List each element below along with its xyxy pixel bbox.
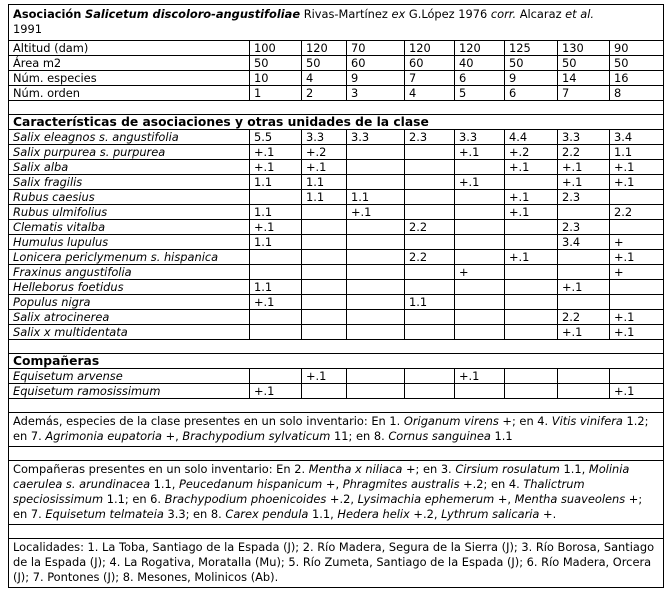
value-cell: 125	[505, 41, 558, 56]
value-cell	[347, 295, 405, 310]
species-name: Fraxinus angustifolia	[9, 265, 250, 280]
value-cell	[558, 265, 610, 280]
value-cell: +.1	[250, 160, 302, 175]
class-species-note	[9, 413, 664, 447]
species-name: Mentha x niliaca	[308, 462, 403, 476]
value-cell	[505, 310, 558, 325]
value-cell: +.2	[505, 145, 558, 160]
value-cell	[558, 205, 610, 220]
value-cell: 2.3	[558, 220, 610, 235]
value-cell	[347, 325, 405, 340]
value-cell	[250, 310, 302, 325]
species-name: Cirsium rosulatum	[455, 462, 560, 476]
value-cell	[302, 384, 347, 399]
value-cell: +.1	[505, 160, 558, 175]
value-cell: 6	[505, 86, 558, 101]
value-cell: 1.1	[302, 175, 347, 190]
value-cell: 50	[505, 56, 558, 71]
value-cell: +.1	[250, 145, 302, 160]
value-cell	[505, 384, 558, 399]
value-cell	[250, 325, 302, 340]
value-cell: 50	[558, 56, 610, 71]
section-title: Compañeras	[9, 354, 664, 369]
value-cell	[302, 220, 347, 235]
value-cell: 90	[610, 41, 664, 56]
note-text: 3.3; en 8.	[163, 507, 226, 521]
value-cell: +.1	[455, 145, 505, 160]
value-cell: 2.3	[405, 130, 455, 145]
value-cell: 14	[558, 71, 610, 86]
value-cell: 1.1	[250, 280, 302, 295]
species-row	[9, 145, 664, 160]
value-cell: +.1	[610, 384, 664, 399]
species-row	[9, 205, 664, 220]
species-row	[9, 250, 664, 265]
note-text: Compañeras presentes en un solo inventario: En 2.	[13, 462, 309, 476]
spacer-cell	[9, 399, 664, 413]
value-cell: +.1	[302, 369, 347, 384]
value-cell: 1	[250, 86, 302, 101]
note-text: Además, especies de la clase presentes en un solo inventario: En 1.	[13, 414, 404, 428]
value-cell	[405, 280, 455, 295]
value-cell: +.1	[455, 175, 505, 190]
value-cell	[302, 235, 347, 250]
value-cell	[455, 325, 505, 340]
value-cell	[347, 280, 405, 295]
value-cell	[455, 205, 505, 220]
species-name: Rubus ulmifolius	[9, 205, 250, 220]
value-cell: 3.3	[455, 130, 505, 145]
value-cell: 1.1	[250, 175, 302, 190]
value-cell: 8	[610, 86, 664, 101]
value-cell	[405, 160, 455, 175]
species-row	[9, 384, 664, 399]
value-cell: +.1	[558, 160, 610, 175]
species-name: Agrimonia eupatoria	[45, 429, 162, 443]
spacer-cell	[9, 340, 664, 354]
value-cell: 2.2	[405, 220, 455, 235]
row-label: Área m2	[9, 56, 250, 71]
value-cell	[455, 250, 505, 265]
species-row	[9, 369, 664, 384]
species-row	[9, 175, 664, 190]
value-cell	[455, 295, 505, 310]
spacer-row	[9, 447, 664, 461]
value-cell: 1.1	[405, 295, 455, 310]
value-cell	[302, 280, 347, 295]
value-cell	[302, 310, 347, 325]
value-cell	[405, 265, 455, 280]
value-cell: 4	[302, 71, 347, 86]
value-cell: 50	[250, 56, 302, 71]
header-row	[9, 71, 664, 86]
spacer-cell	[9, 525, 664, 539]
header-row	[9, 56, 664, 71]
value-cell: +.1	[302, 160, 347, 175]
value-cell	[405, 369, 455, 384]
species-name: Thalictrum speciosissimum	[13, 477, 585, 506]
value-cell	[347, 145, 405, 160]
value-cell: +.1	[610, 175, 664, 190]
value-cell: 3.3	[302, 130, 347, 145]
value-cell	[505, 295, 558, 310]
note-text: 1.1,	[308, 507, 338, 521]
row-label: Núm. especies	[9, 71, 250, 86]
class-species-note-row	[9, 413, 664, 447]
value-cell	[455, 310, 505, 325]
note-text: +,	[494, 492, 515, 506]
value-cell: +	[610, 235, 664, 250]
species-name: Vitis vinifera	[551, 414, 623, 428]
note-text: +.2,	[409, 507, 442, 521]
value-cell: 4	[405, 86, 455, 101]
value-cell: 2.2	[405, 250, 455, 265]
note-text: 1.1,	[150, 477, 180, 491]
value-cell	[505, 369, 558, 384]
value-cell: 130	[558, 41, 610, 56]
value-cell: 120	[405, 41, 455, 56]
value-cell	[250, 190, 302, 205]
species-name: Molinia caerulea s. arundinacea	[13, 462, 630, 491]
spacer-cell	[9, 101, 664, 115]
value-cell	[455, 220, 505, 235]
document	[8, 4, 664, 588]
species-name: Salix fragilis	[9, 175, 250, 190]
section-header-row	[9, 354, 664, 369]
value-cell	[405, 310, 455, 325]
species-name: Clematis vitalba	[9, 220, 250, 235]
value-cell: +.1	[250, 220, 302, 235]
species-row	[9, 295, 664, 310]
value-cell: 3.3	[558, 130, 610, 145]
value-cell: 1.1	[250, 235, 302, 250]
value-cell: 1.1	[250, 205, 302, 220]
value-cell: +.1	[505, 250, 558, 265]
value-cell: 2.2	[558, 310, 610, 325]
note-text: 1.2; en 7.	[13, 414, 649, 443]
note-text: +.2,	[326, 492, 358, 506]
species-name: Equisetum arvense	[9, 369, 250, 384]
header-row	[9, 86, 664, 101]
value-cell	[347, 250, 405, 265]
species-name: Lysimachia ephemerum	[357, 492, 495, 506]
species-name: Mentha suaveolens	[514, 492, 626, 506]
value-cell: 100	[250, 41, 302, 56]
title-row	[9, 5, 664, 41]
value-cell: 2.2	[610, 205, 664, 220]
value-cell	[405, 205, 455, 220]
note-text: +,	[161, 429, 183, 443]
section-title: Características de asociaciones y otras unidades de la clase	[9, 115, 664, 130]
value-cell: 2.2	[558, 145, 610, 160]
value-cell	[505, 280, 558, 295]
value-cell: 120	[302, 41, 347, 56]
value-cell	[405, 325, 455, 340]
species-name: Equisetum ramosissimum	[9, 384, 250, 399]
header-row	[9, 41, 664, 56]
value-cell: 50	[302, 56, 347, 71]
note-text: +; en 7.	[13, 492, 643, 521]
species-name: Hedera helix	[337, 507, 410, 521]
localities-note: Localidades: 1. La Toba, Santiago de la Espada (J); 2. Río Madera, Segura de la Sierra (J); 3. Río Borosa, Santiago de la Espada (J); 4. La Rogativa, Moratalla (Mu); 5. Río Zumeta, Santiago de la Espada (J); 6. Río Madera, Orcera (J); 7. Pontones (J); 8. Mesones, Molinicos (Ab).	[9, 539, 664, 588]
value-cell	[347, 384, 405, 399]
value-cell: 4.4	[505, 130, 558, 145]
value-cell	[610, 190, 664, 205]
value-cell	[347, 235, 405, 250]
value-cell: 3.4	[558, 235, 610, 250]
companion-species-note	[9, 461, 664, 525]
value-cell	[505, 265, 558, 280]
value-cell	[505, 235, 558, 250]
note-text: +.	[539, 507, 557, 521]
table-title: Asociación Salicetum discoloro-angustifoliae Rivas-Martínez ex G.López 1976 corr. Alcaraz et al. 1991	[9, 5, 664, 41]
value-cell: +.1	[558, 325, 610, 340]
value-cell	[505, 220, 558, 235]
note-text: 1.1	[490, 429, 513, 443]
value-cell	[347, 160, 405, 175]
value-cell	[455, 190, 505, 205]
value-cell: +.1	[455, 369, 505, 384]
value-cell	[405, 190, 455, 205]
localities-note-row	[9, 539, 664, 588]
value-cell: 60	[347, 56, 405, 71]
value-cell: +.1	[505, 205, 558, 220]
value-cell	[558, 369, 610, 384]
value-cell: 40	[455, 56, 505, 71]
species-row	[9, 325, 664, 340]
value-cell: +.1	[610, 160, 664, 175]
value-cell	[455, 280, 505, 295]
value-cell	[405, 175, 455, 190]
species-name: Lonicera periclymenum s. hispanica	[9, 250, 250, 265]
species-name: Salix x multidentata	[9, 325, 250, 340]
value-cell: 2	[302, 86, 347, 101]
species-row	[9, 160, 664, 175]
spacer-cell	[9, 447, 664, 461]
value-cell: +.1	[505, 190, 558, 205]
value-cell: +.1	[250, 295, 302, 310]
value-cell	[347, 175, 405, 190]
value-cell: 10	[250, 71, 302, 86]
row-label: Altitud (dam)	[9, 41, 250, 56]
species-row	[9, 265, 664, 280]
value-cell: 16	[610, 71, 664, 86]
spacer-row	[9, 340, 664, 354]
species-name: Lythrum salicaria	[441, 507, 540, 521]
value-cell	[455, 235, 505, 250]
species-row	[9, 220, 664, 235]
species-row	[9, 235, 664, 250]
species-row	[9, 280, 664, 295]
row-label: Núm. orden	[9, 86, 250, 101]
value-cell: 2.3	[558, 190, 610, 205]
value-cell	[405, 235, 455, 250]
value-cell: +.1	[347, 205, 405, 220]
note-text: +; en 4.	[498, 414, 552, 428]
species-name: Rubus caesius	[9, 190, 250, 205]
value-cell	[302, 325, 347, 340]
species-name: Cornus sanguinea	[388, 429, 491, 443]
species-name: Phragmites australis	[342, 477, 460, 491]
value-cell: 3	[347, 86, 405, 101]
species-name: Equisetum telmateia	[45, 507, 164, 521]
value-cell: 1.1	[302, 190, 347, 205]
value-cell: +.1	[610, 325, 664, 340]
value-cell: +.1	[558, 175, 610, 190]
value-cell: +	[455, 265, 505, 280]
value-cell	[505, 175, 558, 190]
value-cell: 7	[405, 71, 455, 86]
value-cell: 7	[558, 86, 610, 101]
value-cell	[302, 265, 347, 280]
section-header-row	[9, 115, 664, 130]
value-cell: 9	[505, 71, 558, 86]
value-cell: 5.5	[250, 130, 302, 145]
species-name: Salix atrocinerea	[9, 310, 250, 325]
vegetation-table	[8, 4, 664, 588]
value-cell: +.1	[558, 280, 610, 295]
value-cell	[610, 280, 664, 295]
note-text: +,	[322, 477, 343, 491]
value-cell: 120	[455, 41, 505, 56]
species-name: Origanum virens	[403, 414, 499, 428]
species-name: Salix eleagnos s. angustifolia	[9, 130, 250, 145]
value-cell: 5	[455, 86, 505, 101]
value-cell	[347, 369, 405, 384]
value-cell	[347, 220, 405, 235]
spacer-row	[9, 399, 664, 413]
value-cell: 1.1	[610, 145, 664, 160]
note-text: 1.1; en 6.	[103, 492, 165, 506]
species-name: Helleborus foetidus	[9, 280, 250, 295]
value-cell: +.1	[610, 250, 664, 265]
spacer-row	[9, 101, 664, 115]
value-cell	[302, 250, 347, 265]
species-name: Populus nigra	[9, 295, 250, 310]
value-cell: 3.4	[610, 130, 664, 145]
value-cell	[250, 265, 302, 280]
value-cell	[250, 250, 302, 265]
value-cell	[405, 145, 455, 160]
species-name: Salix alba	[9, 160, 250, 175]
value-cell	[558, 250, 610, 265]
value-cell: 50	[610, 56, 664, 71]
value-cell	[610, 295, 664, 310]
value-cell: +	[610, 265, 664, 280]
value-cell	[302, 205, 347, 220]
note-text: 11; en 8.	[330, 429, 389, 443]
value-cell	[455, 384, 505, 399]
value-cell: 6	[455, 71, 505, 86]
value-cell: 70	[347, 41, 405, 56]
value-cell: 9	[347, 71, 405, 86]
value-cell	[558, 384, 610, 399]
value-cell: 3.3	[347, 130, 405, 145]
species-row	[9, 130, 664, 145]
value-cell: +.2	[302, 145, 347, 160]
species-row	[9, 190, 664, 205]
value-cell: +.1	[610, 310, 664, 325]
species-name: Carex pendula	[225, 507, 309, 521]
species-name: Brachypodium phoenicoides	[164, 492, 327, 506]
species-name: Brachypodium sylvaticum	[182, 429, 331, 443]
value-cell	[610, 369, 664, 384]
value-cell	[610, 220, 664, 235]
value-cell: 1.1	[347, 190, 405, 205]
value-cell	[455, 160, 505, 175]
value-cell	[250, 369, 302, 384]
value-cell	[302, 295, 347, 310]
spacer-row	[9, 525, 664, 539]
species-name: Humulus lupulus	[9, 235, 250, 250]
species-name: Salix purpurea s. purpurea	[9, 145, 250, 160]
value-cell	[347, 265, 405, 280]
value-cell: 60	[405, 56, 455, 71]
value-cell	[347, 310, 405, 325]
note-text: +.2; en 4.	[459, 477, 524, 491]
value-cell	[405, 384, 455, 399]
value-cell: +.1	[250, 384, 302, 399]
species-name: Peucedanum hispanicum	[179, 477, 323, 491]
note-text: +; en 3.	[402, 462, 456, 476]
companion-species-note-row	[9, 461, 664, 525]
value-cell	[505, 325, 558, 340]
value-cell	[558, 295, 610, 310]
species-row	[9, 310, 664, 325]
note-text: 1.1,	[559, 462, 589, 476]
